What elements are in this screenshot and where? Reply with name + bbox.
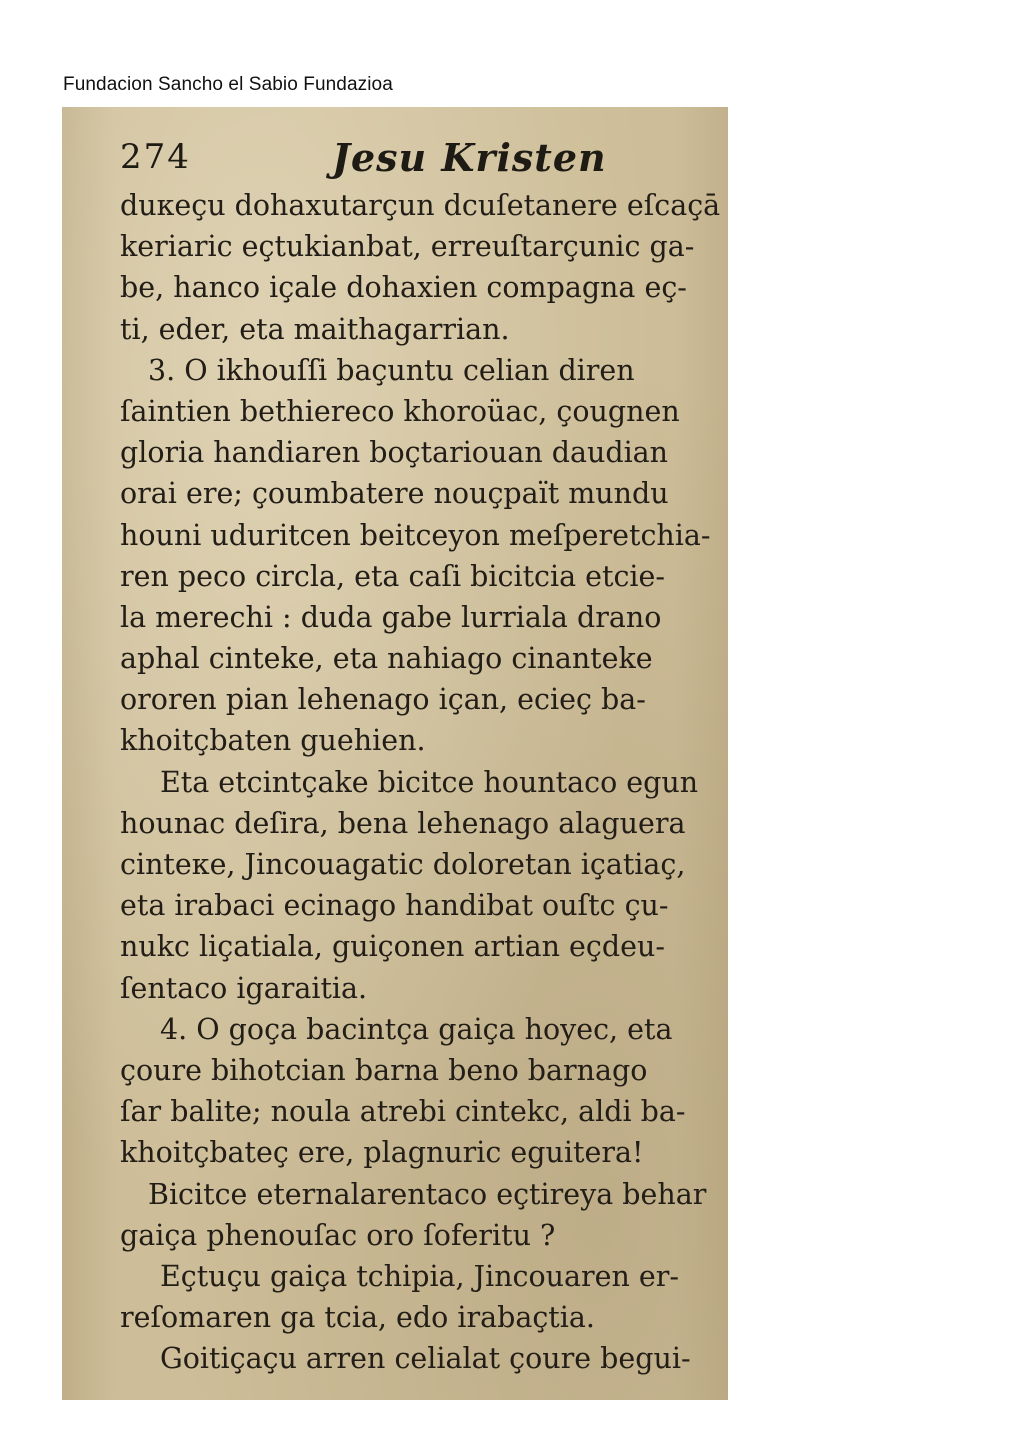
scanned-page <box>62 107 728 1400</box>
text-line: gaiça phenouſac oro ſoferitu ? <box>120 1218 556 1252</box>
text-line: 3. O ikhouſſi baçuntu celian diren <box>148 353 635 387</box>
text-line: be, hanco içale dohaxien compagna eç- <box>120 271 687 305</box>
text-line: houni uduritcen beitceyon meſperetchia- <box>120 518 711 552</box>
text-line: hounac deſira, bena lehenago alaguera <box>120 806 686 840</box>
page-number: 274 <box>120 137 191 177</box>
text-line: orai ere; çoumbatere nouçpaït mundu <box>120 477 669 511</box>
text-line: khoitçbateç ere, plagnuric eguitera! <box>120 1136 644 1170</box>
text-line: cinteкe, Jincouagatic doloretan içatiaç, <box>120 848 686 881</box>
source-header: Fundacion Sancho el Sabio Fundazioa <box>63 74 393 95</box>
text-line: ſentaco igaraitia. <box>120 971 368 1005</box>
text-line: Goitiçaçu arren celialat çoure begui- <box>160 1342 691 1376</box>
text-line: ororen pian lehenago içan, ecieç ba- <box>120 683 646 717</box>
text-line: nukc liçatiala, guiçonen artian eçdeu- <box>120 930 665 964</box>
text-line: ren peco circla, eta caſi bicitcia etcie- <box>120 559 666 593</box>
text-line: eta irabaci ecinago handibat ouſtc çu- <box>120 889 669 923</box>
text-line: ſar balite; noula atrebi cintekc, aldi ba- <box>120 1095 686 1129</box>
text-line: 4. O goça bacintça gaiça hoyec, eta <box>160 1012 673 1046</box>
text-line: gloria handiaren boçtariouan daudian <box>120 436 669 470</box>
text-line: duкeçu dohaxutarçun dcuſetanere eſcaçā <box>120 189 721 222</box>
text-line: aphal cinteke, eta nahiago cinanteke <box>120 642 653 676</box>
text-line: la merechi : duda gabe lurriala drano <box>120 600 662 634</box>
running-head <box>120 129 720 179</box>
text-line: Eta etcintçake bicitce hountaco egun <box>160 765 699 799</box>
text-line: khoitçbaten guehien. <box>120 724 426 758</box>
running-title: Jesu Kristen <box>332 135 607 180</box>
text-line: ſaintien bethiereco khoroüac, çougnen <box>120 394 680 428</box>
text-line: çoure bihotcian barna beno barnago <box>120 1053 648 1087</box>
text-line: Eçtuçu gaiça tchipia, Jincouaren er- <box>160 1259 680 1293</box>
text-line: reſomaren ga tcia, edo irabaçtia. <box>120 1301 595 1335</box>
text-line: ti, eder, eta maithagarrian. <box>120 312 510 346</box>
text-line: Bicitce eternalarentaco eçtireya behar <box>148 1177 707 1211</box>
body-text <box>120 185 720 1379</box>
text-line: keriaric eçtukianbat, erreuſtarçunic ga- <box>120 230 695 264</box>
